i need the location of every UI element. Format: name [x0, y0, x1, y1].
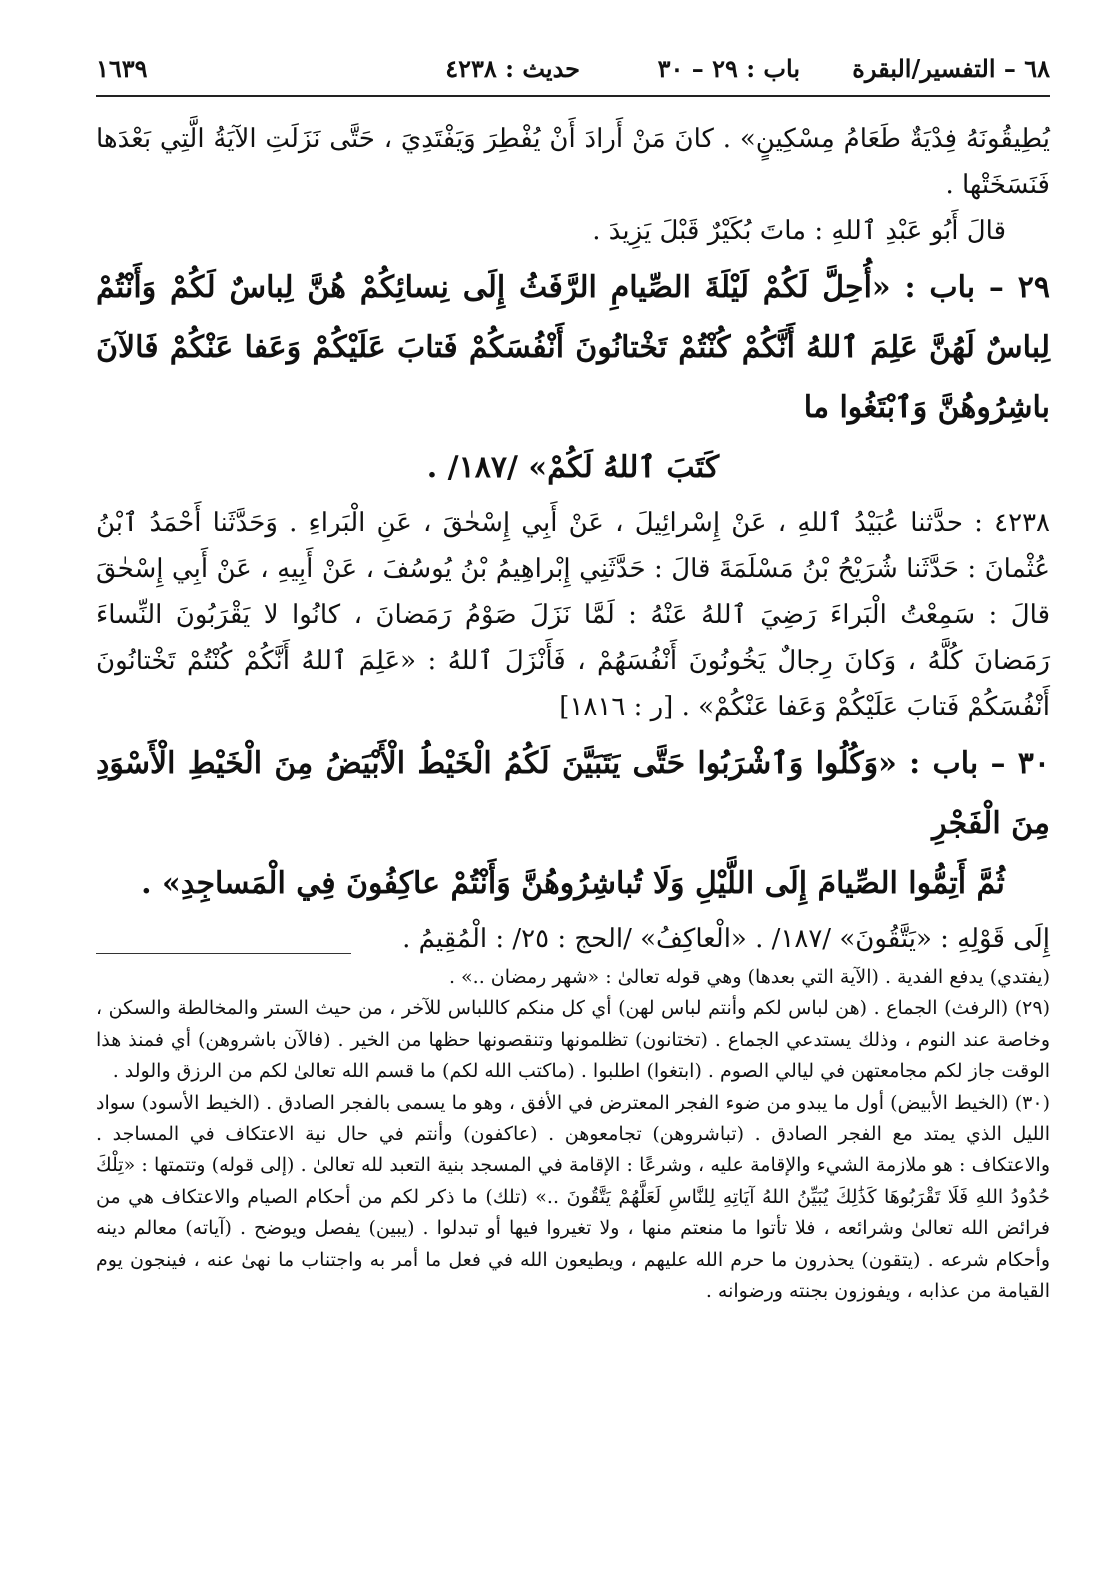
footnote-item: (٣٠) (الخيط الأبيض) أول ما يبدو من ضوء الفجر المعترض في الأفق ، وهو ما يسمى بالفجر الصادق . (الخيط الأسود) سواد الليل الذي يمتد مع الفجر الصادق . (تباشروهن) تجامعوهن . (عاكفون) وأنتم في حال نية الاعتكاف في المساجد . والاعتكاف : هو ملازمة الشيء والإقامة عليه ، وشرعًا : الإقامة في المسجد بنية التعبد لله تعالىٰ . (إلى قوله) وتتمتها : «تِلْكَ حُدُودُ اللهِ فَلَا تَقْرَبُوهَا كَذَٰلِكَ يُبَيِّنُ اللهُ آيَاتِهِ لِلنَّاسِ لَعَلَّهُمْ يَتَّقُونَ ..» (تلك) ما ذكر لكم من أحكام الصيام والاعتكاف هي من فرائض الله تعالىٰ وشرائعه ، فلا تأتوا ما منعتم منها ، ولا تغيروا فيها أو تبدلوا . (يبين) يفصل ويوضح . (آياته) معالم دينه وأحكام شرعه . (يتقون) يحذرون ما حرم الله عليهم ، ويطيعون الله في فعل ما أمر به واجتناب ما نهىٰ عنه ، فينجون يوم القيامة من عذابه ، ويفوزون بجنته ورضوانه .: [96, 1091, 1050, 1303]
paragraph-ila-qawlihi: إِلَى قَوْلِهِ : «يَتَّقُونَ» /١٨٧/ . «الْعاكِفُ» /الحج : ٢٥/ : الْمُقِيمُ .: [402, 924, 1050, 954]
chapter-heading-30-line2: ثُمَّ أَتِمُّوا الصِّيامَ إِلَى اللَّيْلِ وَلَا تُباشِرُوهُنَّ وَأَنْتُمْ عاكِفُونَ فِي الْمَساجِدِ» .: [141, 866, 1005, 901]
chapter-heading-30-line1: ٣٠ – باب : «وَكُلُوا وَٱشْرَبُوا حَتَّى يَتَبَيَّنَ لَكُمُ الْخَيْطُ الْأَبْيَضُ مِنَ الْخَيْطِ الْأَسْوَدِ مِنَ الْفَجْرِ: [96, 746, 1050, 841]
paragraph-continuation: يُطِيقُونَهُ فِدْيَةٌ طَعَامُ مِسْكِينٍ» . كانَ مَنْ أَرادَ أَنْ يُفْطِرَ وَيَفْتَدِيَ ، حَتَّى نَزَلَتِ الآيَةُ الَّتِي بَعْدَها فَنَسَخَتْها .: [96, 124, 1050, 200]
header-rule: [96, 95, 1050, 97]
header-hadith-ref: حديث : ٤٢٣٨: [445, 54, 580, 83]
page-number: ١٦٣٩: [96, 54, 148, 83]
footnote-item: (يفتدي) يدفع الفدية . (الآية التي بعدها) وهي قوله تعالىٰ : «شهر رمضان ..» .: [448, 966, 1050, 988]
chapter-heading-30: [96, 734, 1050, 914]
running-header: [96, 48, 1050, 84]
header-bab-range: باب : ٢٩ – ٣٠: [657, 54, 800, 83]
footnote-item: (٢٩) (الرفث) الجماع . (هن لباس لكم وأنتم لباس لهن) أي كل منكم كاللباس للآخر ، من حيث الستر والمخالطة والسكن ، وخاصة عند النوم ، وذلك يستدعي الجماع . (تختانون) تظلمونها وتنقصونها حظها من الخير . (فالآن باشروهن) أي فمنذ هذا الوقت جاز لكم مجامعتهن في ليالي الصوم . (ابتغوا) اطلبوا . (ماكتب الله لكم) ما قسم الله تعالىٰ لكم من الرزق والولد .: [96, 997, 1050, 1083]
footnote-rule: [96, 953, 351, 954]
chapter-heading-29-text: ٢٩ – باب : «أُحِلَّ لَكُمْ لَيْلَةَ الصِّيامِ الرَّفَثُ إِلَى نِسائِكُمْ هُنَّ لِباسٌ لَكُمْ وَأَنْتُمْ لِباسٌ لَهُنَّ عَلِمَ ٱللهُ أَنَّكُمْ كُنْتُمْ تَخْتانُونَ أَنْفُسَكُمْ فَتابَ عَلَيْكُمْ وَعَفا عَنْكُمْ فَالآنَ باشِرُوهُنَّ وَٱبْتَغُوا ما: [96, 270, 1050, 425]
paragraph-abu-abdullah: قالَ أَبُو عَبْدِ ٱللهِ : ماتَ بُكَيْرٌ قَبْلَ يَزِيدَ .: [592, 216, 1006, 246]
hadith-4238: ٤٢٣٨ : حدَّثنا عُبَيْدُ ٱللهِ ، عَنْ إِسْرائِيلَ ، عَنْ أَبِي إِسْحٰقَ ، عَنِ الْبَراءِ . وَحَدَّثَنا أَحْمَدُ ٱبْنُ عُثْمانَ : حَدَّثَنا شُرَيْحُ بْنُ مَسْلَمَةَ قالَ : حَدَّثَنِي إِبْراهِيمُ بْنُ يُوسُفَ ، عَنْ أَبِيهِ ، عَنْ أَبِي إِسْحٰقَ قالَ : سَمِعْتُ الْبَراءَ رَضِيَ ٱللهُ عَنْهُ : لَمَّا نَزَلَ صَوْمُ رَمَضانَ ، كانُوا لا يَقْرَبُونَ النِّساءَ رَمَضانَ كُلَّهُ ، وَكانَ رِجالٌ يَخُونُونَ أَنْفُسَهُمْ ، فَأَنْزَلَ ٱللهُ : «عَلِمَ ٱللهُ أَنَّكُمْ كُنْتُمْ تَخْتانُونَ أَنْفُسَكُمْ فَتابَ عَلَيْكُمْ وَعَفا عَنْكُمْ» . [ر : ١٨١٦]: [96, 508, 1050, 722]
chapter-heading-29-end: كَتَبَ ٱللهُ لَكُمْ» /١٨٧/ .: [426, 450, 720, 485]
footnotes: [96, 962, 1050, 1307]
main-text: [96, 116, 1050, 962]
header-chapter: ٦٨ – التفسير/البقرة: [852, 54, 1050, 83]
chapter-heading-29: [96, 258, 1050, 498]
